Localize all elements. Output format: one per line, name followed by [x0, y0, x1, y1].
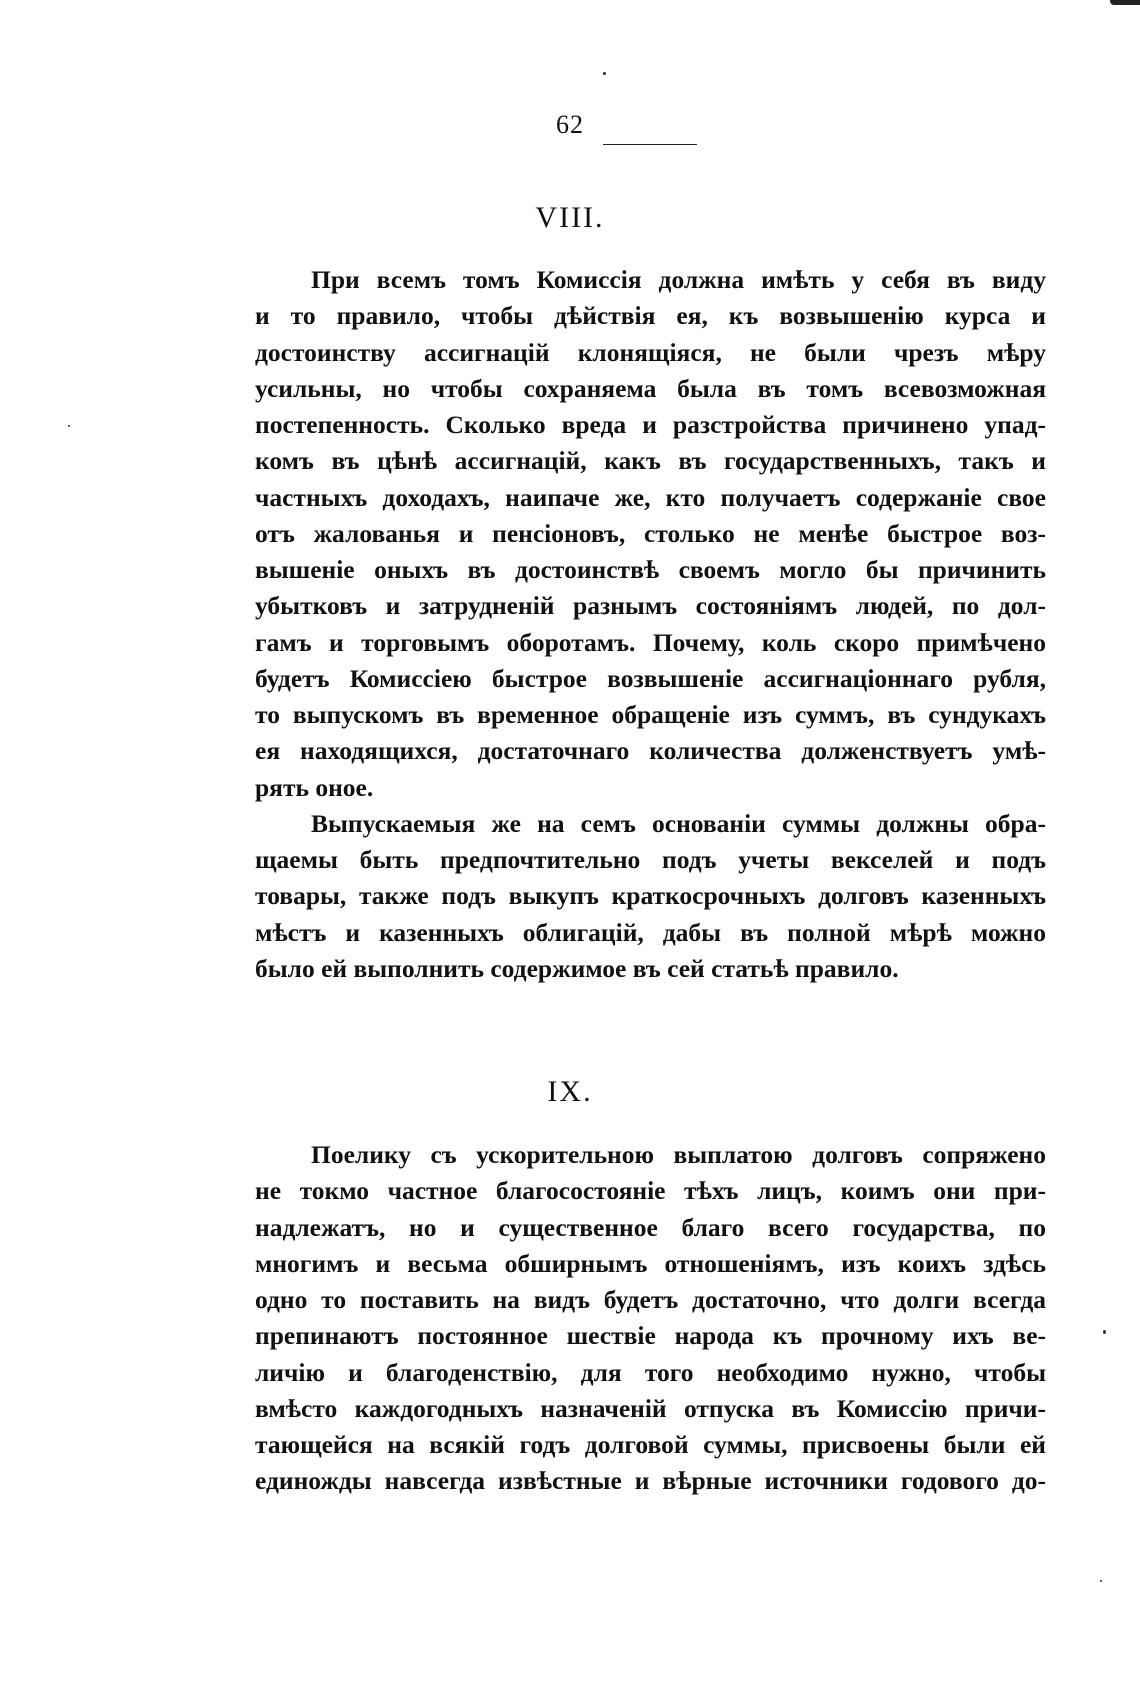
text-line: убытковъ и затрудненій разнымъ состояніямъ людей, по дол-	[255, 591, 1046, 621]
scan-speck	[603, 72, 606, 75]
text-line: ея находящихся, достаточнаго количества долженствуетъ умѣ-	[255, 736, 1046, 766]
text-line: усильны, но чтобы сохраняема была въ томъ всевозможная	[255, 373, 1046, 403]
section-heading-ix: IX.	[547, 1075, 593, 1108]
text-line: постепенность. Сколько вреда и разстройства причинено упад-	[255, 410, 1046, 439]
text-line: комъ въ цѣнѣ ассигнацій, какъ въ государственныхъ, такъ и	[255, 446, 1046, 476]
text-line: отъ жалованья и пенсіоновъ, столько не менѣе быстрое воз-	[255, 518, 1046, 548]
scan-speck	[68, 425, 70, 427]
scan-speck	[1103, 1330, 1106, 1334]
scan-speck	[1100, 1580, 1102, 1582]
section-text-ix	[255, 1137, 1046, 1500]
text-line: надлежатъ, но и существенное благо всего государства, по	[255, 1212, 1046, 1242]
text-line: единожды навсегда извѣстные и вѣрные источники годового до-	[255, 1466, 1046, 1496]
text-line: препинаютъ постоянное шествіе народа къ прочному ихъ ве-	[255, 1321, 1046, 1351]
text-line: не токмо частное благосостояніе тѣхъ лицъ, коимъ они при-	[255, 1176, 1046, 1206]
text-line: то выпускомъ въ временное обращеніе изъ суммъ, въ сундукахъ	[255, 700, 1046, 729]
text-line: товары, также подъ выкупъ краткосрочныхъ долговъ казенныхъ	[255, 881, 1046, 911]
text-line: Поелику съ ускорительною выплатою долговъ сопряжено	[311, 1140, 1046, 1169]
text-line: тающейся на всякій годъ долговой суммы, присвоены были ей	[255, 1430, 1046, 1459]
text-line: достоинству ассигнацій клонящіяся, не были чрезъ мѣру	[255, 337, 1046, 367]
text-line: При всемъ томъ Комиссія должна имѣть у себя въ виду	[311, 265, 1046, 294]
text-line: частныхъ доходахъ, наипаче же, кто получаетъ содержаніе свое	[255, 482, 1046, 512]
text-line: рять оное.	[255, 772, 374, 802]
text-line: будетъ Комиссіею быстрое возвышеніе ассигнаціоннаго рубля,	[255, 663, 1046, 693]
text-line: вмѣсто каждогодныхъ назначеній отпуска въ Комиссію причи-	[255, 1393, 1046, 1423]
section-text-viii	[255, 262, 1046, 987]
scan-corner-mark	[1110, 0, 1140, 5]
text-line: многимъ и весьма обширнымъ отношеніямъ, изъ коихъ здѣсь	[255, 1248, 1046, 1278]
text-line: одно то поставить на видъ будетъ достаточно, что долги всегда	[255, 1285, 1046, 1314]
text-line: было ей выполнить содержимое въ сей статьѣ правило.	[255, 953, 899, 983]
text-line: и то правило, чтобы дѣйствія ея, къ возвышенію курса и	[255, 301, 1046, 331]
text-line: щаемы быть предпочтительно подъ учеты векселей и подъ	[255, 845, 1046, 874]
text-line: личію и благоденствію, для того необходимо нужно, чтобы	[255, 1357, 1046, 1387]
text-line: мѣстъ и казенныхъ облигацій, дабы въ полной мѣрѣ можно	[255, 917, 1046, 947]
page-number-rule	[603, 144, 697, 145]
text-line: вышеніе оныхъ въ достоинствѣ своемъ могло бы причинить	[255, 555, 1046, 584]
section-heading-viii: VIII.	[535, 201, 605, 234]
text-line: гамъ и торговымъ оборотамъ. Почему, коль скоро примѣчено	[255, 627, 1046, 657]
page-number: 62	[556, 110, 584, 139]
text-line: Выпускаемыя же на семъ основаніи суммы должны обра-	[311, 808, 1046, 838]
